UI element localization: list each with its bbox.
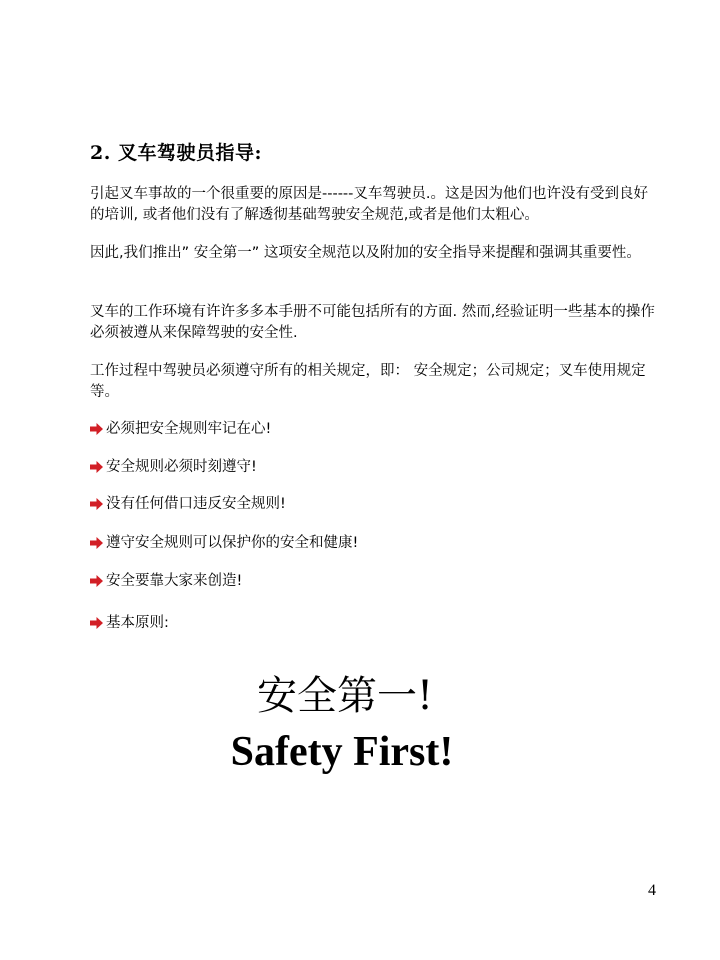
bullet-item bbox=[90, 457, 257, 477]
slogan-chinese: 安全第一! bbox=[256, 673, 434, 719]
red-arrow-icon bbox=[90, 461, 103, 473]
bullet-text: 安全规则必须时刻遵守! bbox=[106, 459, 257, 475]
bullet-item bbox=[90, 571, 242, 591]
bullet-text: 基本原则: bbox=[106, 615, 169, 631]
red-arrow-icon bbox=[90, 498, 103, 510]
section-title: 2. 叉车驾驶员指导: bbox=[90, 142, 262, 164]
red-arrow-icon bbox=[90, 423, 103, 435]
bullet-text: 安全要靠大家来创造! bbox=[106, 573, 243, 589]
paragraph-cause: 引起叉车事故的一个很重要的原因是------叉车驾驶员.。这是因为他们也许没有受到良好的培训, 或者他们没有了解透彻基础驾驶安全规范,或者是他们太粗心。 bbox=[90, 186, 648, 223]
paragraph-regulations: 工作过程中驾驶员必须遵守所有的相关规定，即： 安全规定；公司规定；叉车使用规定等。 bbox=[90, 363, 646, 400]
paragraph-safety-first: 因此,我们推出” 安全第一” 这项安全规范以及附加的安全指导来提醒和强调其重要性。 bbox=[90, 245, 641, 261]
page-number: 4 bbox=[648, 882, 656, 899]
bullet-text: 没有任何借口违反安全规则! bbox=[106, 496, 286, 512]
bullet-item bbox=[90, 419, 271, 439]
bullet-text: 必须把安全规则牢记在心! bbox=[106, 421, 272, 437]
bullet-text: 遵守安全规则可以保护你的安全和健康! bbox=[106, 535, 359, 551]
red-arrow-icon bbox=[90, 537, 103, 549]
bullet-item bbox=[90, 613, 169, 633]
red-arrow-icon bbox=[90, 575, 103, 587]
paragraph-environment: 叉车的工作环境有许许多多本手册不可能包括所有的方面. 然而,经验证明一些基本的操作必须被遵从来保障驾驶的安全性. bbox=[90, 304, 655, 341]
bullet-item bbox=[90, 494, 286, 514]
red-arrow-icon bbox=[90, 617, 103, 629]
bullet-item bbox=[90, 533, 358, 553]
slogan-english: Safety First! bbox=[230, 729, 454, 775]
